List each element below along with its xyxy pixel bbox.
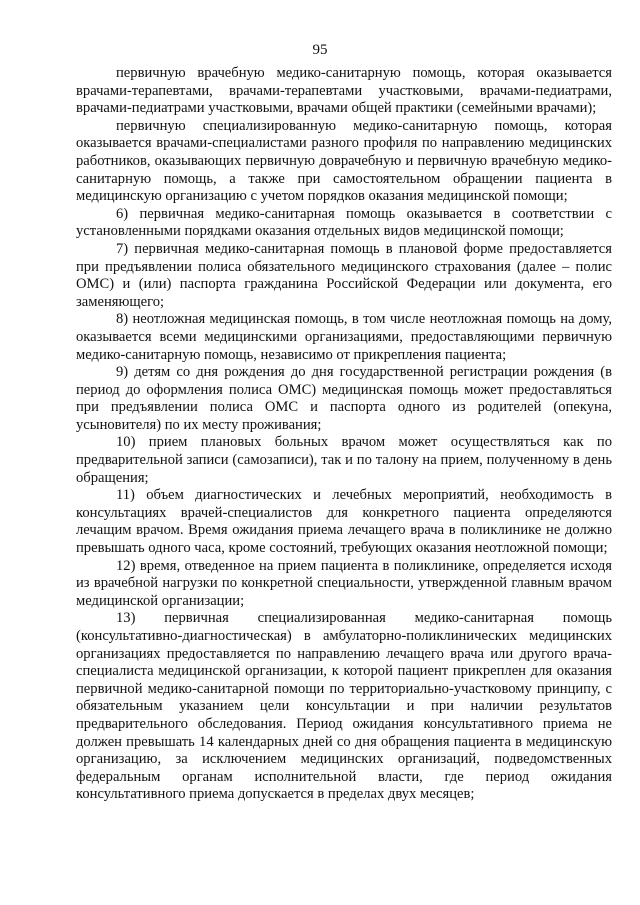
- paragraph-item-10: 10) прием плановых больных врачом может осуществляться как по предварительной записи (самозаписи), так и по талону на прием, полученному в день обращения;: [76, 434, 612, 486]
- paragraph-item-8: 8) неотложная медицинская помощь, в том числе неотложная помощь на дому, оказывается всеми медицинскими организациями, предоставляющими первичную медико-санитарную помощь, независимо от прикрепления пациента;: [76, 311, 612, 363]
- document-body: [76, 65, 612, 804]
- paragraph-item-9: 9) детям со дня рождения до дня государственной регистрации рождения (в период до оформления полиса ОМС) медицинская помощь может предоставляться при предъявлении полиса ОМС и паспорта одного из родителей (опекуна, усыновителя) по их месту проживания;: [76, 364, 612, 433]
- paragraph-item-6: 6) первичная медико-санитарная помощь оказывается в соответствии с установленными порядками оказания отдельных видов медицинской помощи;: [76, 205, 612, 240]
- paragraph-primary-specialized-care: первичную специализированную медико-санитарную помощь, которая оказывается врачами-специалистами разного профиля по направлению медицинских работников, оказывающих первичную доврачебную и первичную врачебную медико-санитарную помощь, а также при самостоятельном обращении пациента в медицинскую организацию с учетом порядков оказания медицинской помощи;: [76, 117, 612, 205]
- paragraph-primary-physician-care: первичную врачебную медико-санитарную помощь, которая оказывается врачами-терапевтами, врачами-терапевтами участковыми, врачами-педиатрами, врачами-педиатрами участковыми, врачами общей практики (семейными врачами);: [76, 65, 612, 117]
- paragraph-item-7: 7) первичная медико-санитарная помощь в плановой форме предоставляется при предъявлении полиса обязательного медицинского страхования (далее – полис ОМС) и (или) паспорта гражданина Российской Федерации или документа, его заменяющего;: [76, 240, 612, 310]
- paragraph-item-13: 13) первичная специализированная медико-санитарная помощь (консультативно-диагностическая) в амбулаторно-поликлинических медицинских организациях предоставляется по направлению лечащего врача или другого врача-специалиста медицинской организации, к которой пациент прикреплен для оказания первичной медико-санитарной помощи по территориально-участковому принципу, с обязательным указанием цели консультации и при наличии результатов предварительного обследования. Период ожидания консультативного приема не должен превышать 14 календарных дней со дня обращения пациента в медицинскую организацию, за исключением медицинских организаций, подведомственных федеральным органам исполнительной власти, где период ожидания консультативного приема допускается в пределах двух месяцев;: [76, 610, 612, 803]
- page-number: 95: [312, 42, 328, 58]
- paragraph-item-11: 11) объем диагностических и лечебных мероприятий, необходимость в консультациях врачей-специалистов для конкретного пациента определяются лечащим врачом. Время ожидания приема лечащего врача в поликлинике не должно превышать одного часа, кроме состояний, требующих оказания неотложной помощи;: [76, 487, 612, 557]
- paragraph-item-12: 12) время, отведенное на прием пациента в поликлинике, определяется исходя из врачебной нагрузки по конкретной специальности, утвержденной главным врачом медицинской организации;: [76, 557, 612, 609]
